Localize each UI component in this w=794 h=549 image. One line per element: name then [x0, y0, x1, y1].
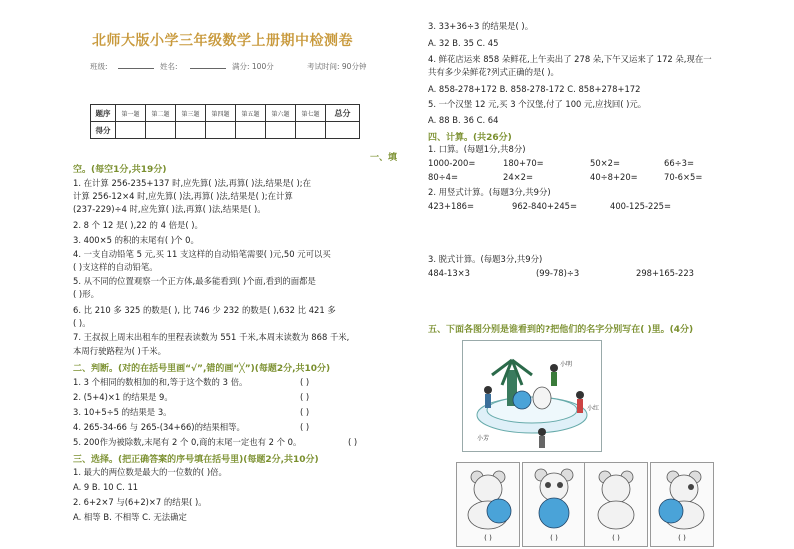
- calc-item: 298+165-223: [636, 268, 694, 278]
- judge-item: 4. 265-34-66 与 265-(34+66)的结果相等。: [73, 422, 245, 432]
- choice-question: 5. 一个汉堡 12 元,买 3 个汉堡,付了 100 元,应找回( )元。: [428, 99, 647, 109]
- name-hong: 小红: [587, 405, 600, 412]
- child-fang-head: [484, 386, 492, 394]
- section-5-heading: 五、下面各图分别是谁看到的?把他们的名字分别写在( )里。(4分): [428, 325, 694, 335]
- question-line: 3. 400×5 的积的末尾有( )个 0。: [73, 235, 199, 245]
- question-line: (237-229)÷4 时,应先算( )法,再算( )法,结果是( )。: [73, 204, 266, 214]
- judge-item: 2. (5+4)×1 的结果是 9。: [73, 392, 173, 402]
- calc-item: 80÷4=: [428, 172, 459, 182]
- child-ming-head: [550, 364, 558, 372]
- calc-item: 40÷8+20=: [590, 172, 638, 182]
- answer-paren[interactable]: ( ): [300, 407, 310, 417]
- table-cell: 题序: [91, 105, 116, 122]
- calc-item: 423+186=: [428, 201, 475, 211]
- judge-item: 1. 3 个相同的数相加的和,等于这个数的 3 倍。: [73, 377, 248, 387]
- table-cell: 第二题: [146, 105, 176, 122]
- choice-question: 2. 6+2×7 与(6+2)×7 的结果( )。: [73, 497, 207, 507]
- name-field[interactable]: [190, 68, 226, 69]
- choice-question: 共有多少朵鲜花?列式正确的是( )。: [428, 67, 559, 77]
- question-line: ( )形。: [73, 289, 99, 299]
- card-answer-paren[interactable]: ( ): [612, 534, 620, 542]
- question-line: ( )。: [73, 318, 91, 328]
- panda-view-icon: [523, 463, 585, 531]
- question-line: 2. 8 个 12 是( ),22 的 4 倍是( )。: [73, 220, 203, 230]
- view-card-4: [650, 462, 714, 547]
- question-line: 6. 比 210 多 325 的数是( ), 比 746 少 232 的数是( ),632 比 421 多: [73, 305, 336, 315]
- child-hong-body: [577, 399, 583, 413]
- score-cell[interactable]: [116, 122, 146, 139]
- card-answer-paren[interactable]: ( ): [484, 534, 492, 542]
- question-line: 计算 256-12×4 时,应先算( )法,再算( )法,结果是( );在计算: [73, 191, 293, 201]
- panda-toy: [533, 387, 551, 409]
- score-cell[interactable]: [236, 122, 266, 139]
- question-line: 本周行驶路程为( )千米。: [73, 346, 166, 356]
- question-line: 1. 在计算 256-235+137 时,应先算( )法,再算( )法,结果是( );在: [73, 178, 311, 188]
- score-cell[interactable]: [206, 122, 236, 139]
- table-cell: 第一题: [116, 105, 146, 122]
- name-label: 姓名:: [160, 62, 178, 71]
- choice-options: A. 9 B. 10 C. 11: [73, 482, 139, 492]
- answer-paren[interactable]: ( ): [348, 437, 358, 447]
- table-cell: 第七题: [296, 105, 326, 122]
- calc-item: 400-125-225=: [610, 201, 672, 211]
- table-cell: 得分: [91, 122, 116, 139]
- score-cell[interactable]: [176, 122, 206, 139]
- name-ming: 小明: [560, 361, 573, 368]
- calc-item: 962-840+245=: [512, 201, 578, 211]
- calc-item: (99-78)÷3: [536, 268, 580, 278]
- score-table-score-row: [91, 122, 360, 139]
- judge-item: 5. 200作为被除数,末尾有 2 个 0,商的末尾一定也有 2 个 0。: [73, 437, 302, 447]
- section-1-heading-b: 空。(每空1分,共19分): [73, 165, 167, 175]
- table-cell: 第三题: [176, 105, 206, 122]
- table-cell: 总分: [326, 105, 360, 122]
- score-cell[interactable]: [266, 122, 296, 139]
- blue-ball: [513, 391, 531, 409]
- choice-question: 3. 33+36÷3 的结果是( )。: [428, 21, 534, 31]
- name-fang: 小芳: [477, 435, 490, 442]
- view-card-2: [522, 462, 586, 547]
- score-table-header-row: [91, 105, 360, 122]
- table-top: [487, 397, 577, 423]
- choice-question: 4. 鲜花店运来 858 朵鲜花,上午卖出了 278 朵,下午又运来了 172 朵,现在一: [428, 54, 712, 64]
- child-front-body: [539, 436, 545, 448]
- panda-view-icon: [457, 463, 519, 531]
- child-hong-head: [576, 391, 584, 399]
- calc-subheading: 3. 脱式计算。(每题3分,共9分): [428, 254, 543, 264]
- choice-options: A. 88 B. 36 C. 64: [428, 115, 499, 125]
- table-cell: 第五题: [236, 105, 266, 122]
- answer-paren[interactable]: ( ): [300, 422, 310, 432]
- calc-item: 180+70=: [503, 158, 544, 168]
- section-4-heading: 四、计算。(共26分): [428, 133, 512, 143]
- score-table: [90, 104, 360, 139]
- question-line: 7. 王叔叔上周末出租车的里程表读数为 551 千米,本周末读数为 868 千米,: [73, 332, 350, 342]
- calc-item: 24×2=: [503, 172, 534, 182]
- choice-options: A. 858-278+172 B. 858-278-172 C. 858+278+172: [428, 84, 641, 94]
- exam-time: 考试时间: 90分钟: [307, 62, 367, 71]
- section-2-heading: 二、判断。(对的在括号里画“√”,错的画“╳”)(每题2分,共10分): [73, 364, 331, 374]
- question-line: 4. 一支自动铅笔 5 元,买 11 支这样的自动铅笔需要( )元,50 元可以买: [73, 249, 331, 259]
- choice-options: A. 32 B. 35 C. 45: [428, 38, 499, 48]
- full-score: 满分: 100分: [232, 62, 274, 71]
- question-line: ( )支这样的自动铅笔。: [73, 262, 158, 272]
- page-title: 北师大版小学三年级数学上册期中检测卷: [92, 33, 353, 49]
- answer-paren[interactable]: ( ): [300, 377, 310, 387]
- calc-subheading: 2. 用竖式计算。(每题3分,共9分): [428, 187, 551, 197]
- panda-view-icon: [651, 463, 713, 531]
- card-answer-paren[interactable]: ( ): [678, 534, 686, 542]
- table-cell: 第四题: [206, 105, 236, 122]
- score-cell[interactable]: [146, 122, 176, 139]
- calc-item: 70-6×5=: [664, 172, 703, 182]
- view-card-3: [584, 462, 648, 547]
- panda-view-icon: [585, 463, 647, 531]
- judge-item: 3. 10+5÷5 的结果是 3。: [73, 407, 172, 417]
- section-3-heading: 三、选择。(把正确答案的序号填在括号里)(每题2分,共10分): [73, 455, 319, 465]
- child-front-head: [538, 428, 546, 436]
- calc-item: 66÷3=: [664, 158, 695, 168]
- card-answer-paren[interactable]: ( ): [550, 534, 558, 542]
- score-cell[interactable]: [296, 122, 326, 139]
- answer-paren[interactable]: ( ): [300, 392, 310, 402]
- calc-item: 50×2=: [590, 158, 621, 168]
- calc-item: 1000-200=: [428, 158, 476, 168]
- calc-item: 484-13×3: [428, 268, 471, 278]
- section-1-heading-a: 一、填: [370, 153, 398, 163]
- class-field[interactable]: [118, 68, 154, 69]
- score-cell[interactable]: [326, 122, 360, 139]
- class-label: 班级:: [90, 62, 108, 71]
- view-card-1: [456, 462, 520, 547]
- question-line: 5. 从不同的位置观察一个正方体,最多能看到( )个面,看到的面都是: [73, 276, 316, 286]
- choice-question: 1. 最大的两位数是最大的一位数的( )倍。: [73, 467, 227, 477]
- choice-options: A. 相等 B. 不相等 C. 无法确定: [73, 512, 187, 522]
- child-fang-body: [485, 394, 491, 408]
- child-ming-body: [551, 372, 557, 386]
- scene-illustration: [462, 340, 602, 452]
- table-cell: 第六题: [266, 105, 296, 122]
- calc-subheading: 1. 口算。(每题1分,共8分): [428, 144, 526, 154]
